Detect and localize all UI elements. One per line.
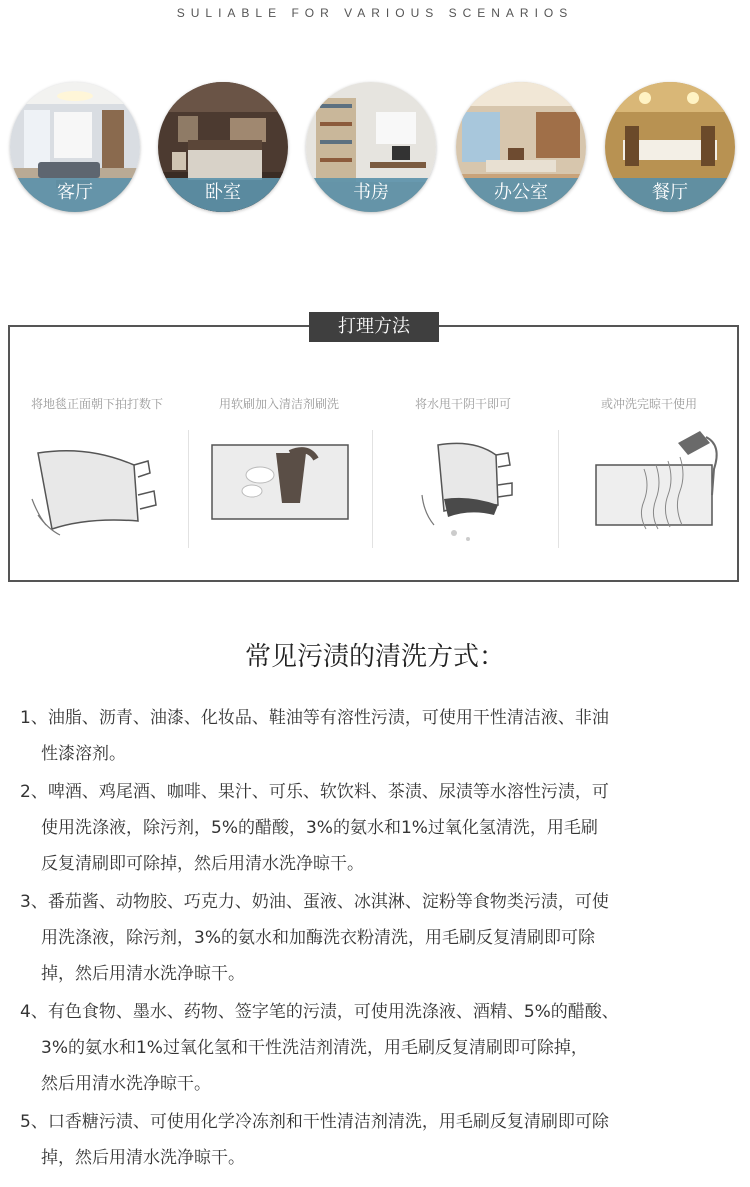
- scene-label: 餐厅: [605, 178, 735, 212]
- shower-rinse-icon: [560, 425, 738, 555]
- care-step-rinse: [560, 395, 738, 555]
- care-step-dry: [374, 395, 552, 555]
- stain-item: [20, 774, 732, 882]
- shake-dry-icon: [374, 425, 552, 555]
- stain-line: 1、油脂、沥青、油漆、化妆品、鞋油等有溶性污渍，可使用干性清洁液、非油: [20, 708, 609, 728]
- step-caption: 或冲洗完晾干使用: [600, 397, 697, 411]
- stain-section-title: 常见污渍的清洗方式：: [244, 642, 505, 672]
- stain-line: 掉，然后用清水洗净晾干。: [41, 964, 245, 984]
- scene-dining-room: [605, 82, 735, 212]
- stain-line: 性漆溶剂。: [41, 744, 126, 764]
- scene-living-room: [10, 82, 140, 212]
- stain-line: 然后用清水洗净晾干。: [41, 1074, 211, 1094]
- scene-label: 客厅: [10, 178, 140, 212]
- step-divider: [558, 430, 559, 548]
- scene-label: 卧室: [158, 178, 288, 212]
- care-title: 打理方法: [309, 312, 439, 342]
- stain-item: [20, 700, 732, 772]
- step-caption: 将水甩干阴干即可: [414, 397, 511, 411]
- scene-office: [456, 82, 586, 212]
- stain-line: 用洗涤液，除污剂，3%的氨水和加酶洗衣粉清洗，用毛刷反复清刷即可除: [41, 928, 595, 948]
- step-caption: 用软刷加入清洁剂刷洗: [218, 397, 339, 411]
- stain-item: [20, 884, 732, 992]
- stain-line: 2、啤酒、鸡尾酒、咖啡、果汁、可乐、软饮料、茶渍、尿渍等水溶性污渍，可: [20, 782, 609, 802]
- shake-rug-icon: [8, 425, 186, 555]
- scene-label: 办公室: [456, 178, 586, 212]
- care-step-brush: [190, 395, 368, 555]
- stain-item: [20, 1104, 732, 1176]
- stain-item: [20, 994, 732, 1102]
- scene-bedroom: [158, 82, 288, 212]
- scene-gallery: [0, 82, 750, 214]
- scenario-tagline: SULIABLE FOR VARIOUS SCENARIOS: [176, 6, 574, 20]
- scene-label: 书房: [306, 178, 436, 212]
- brush-rug-icon: [190, 425, 368, 555]
- stain-line: 3、番茄酱、动物胶、巧克力、奶油、蛋液、冰淇淋、淀粉等食物类污渍，可使: [20, 892, 609, 912]
- stain-line: 使用洗涤液，除污剂，5%的醋酸，3%的氨水和1%过氧化氢清洗，用毛刷: [41, 818, 598, 838]
- stain-line: 4、有色食物、墨水、药物、签字笔的污渍，可使用洗涤液、酒精、5%的醋酸、: [20, 1002, 619, 1022]
- stain-line: 3%的氨水和1%过氧化氢和干性洗洁剂清洗，用毛刷反复清刷即可除掉，: [41, 1038, 588, 1058]
- step-caption: 将地毯正面朝下拍打数下: [30, 397, 163, 411]
- step-divider: [372, 430, 373, 548]
- care-step-shake: [8, 395, 186, 555]
- stain-line: 5、口香糖污渍、可使用化学冷冻剂和干性清洁剂清洗，用毛刷反复清刷即可除: [20, 1112, 609, 1132]
- stain-list: [20, 700, 732, 1178]
- step-divider: [188, 430, 189, 548]
- stain-line: 反复清刷即可除掉，然后用清水洗净晾干。: [41, 854, 364, 874]
- stain-line: 掉，然后用清水洗净晾干。: [41, 1148, 245, 1168]
- scene-study: [306, 82, 436, 212]
